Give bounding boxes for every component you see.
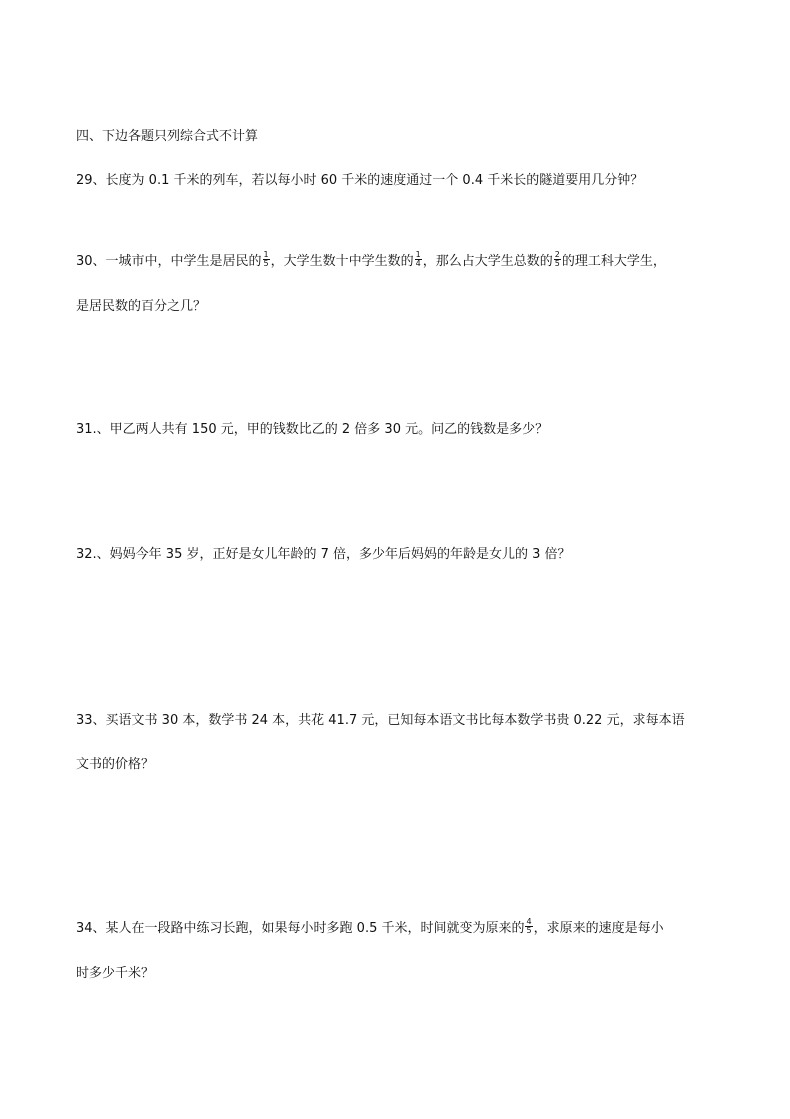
question-30-line-1 [76, 250, 666, 271]
fraction-numerator: 4 [526, 917, 532, 926]
question-34-line-2: 时多少千米？ [76, 966, 155, 981]
question-30-text-c: ，那么占大学生总数的 [422, 254, 553, 269]
fraction-numerator: 1 [263, 250, 269, 259]
fraction-denominator: 5 [263, 259, 269, 268]
question-30-text-d: 的理工科大学生， [561, 254, 666, 269]
fraction-numerator: 1 [415, 250, 421, 259]
fraction-one-fourth [415, 251, 422, 268]
question-34-text-a: 34、某人在一段路中练习长跑，如果每小时多跑 0.5 千米，时间就变为原来的 [76, 921, 525, 936]
question-34-line-1 [76, 917, 664, 938]
question-30-line-2: 是居民数的百分之几？ [76, 299, 207, 314]
fraction-denominator: 5 [526, 926, 532, 935]
fraction-denominator: 5 [554, 259, 560, 268]
question-29: 29、长度为 0.1 千米的列车，若以每小时 60 千米的速度通过一个 0.4 千米长的隧道要用几分钟？ [76, 173, 644, 188]
question-32: 32.、妈妈今年 35 岁，正好是女儿年龄的 7 倍，多少年后妈妈的年龄是女儿的 3 倍？ [76, 547, 571, 562]
fraction-four-fifths [525, 918, 532, 935]
question-33-line-2: 文书的价格？ [76, 757, 155, 772]
question-33-line-1: 33、买语文书 30 本，数学书 24 本，共花 41.7 元，已知每本语文书比每本数学书贵 0.22 元，求每本语 [76, 713, 685, 728]
fraction-one-fifth [263, 251, 270, 268]
question-34-text-b: ，求原来的速度是每小 [533, 921, 664, 936]
section-heading: 四、下边各题只列综合式不计算 [76, 129, 259, 144]
question-31: 31.、甲乙两人共有 150 元，甲的钱数比乙的 2 倍多 30 元。问乙的钱数是多少？ [76, 422, 549, 437]
fraction-denominator: 4 [415, 259, 421, 268]
question-30-text-a: 30、一城市中，中学生是居民的 [76, 254, 262, 269]
fraction-two-fifths [554, 251, 561, 268]
fraction-numerator: 2 [554, 250, 560, 259]
question-30-text-b: ，大学生数十中学生数的 [270, 254, 414, 269]
